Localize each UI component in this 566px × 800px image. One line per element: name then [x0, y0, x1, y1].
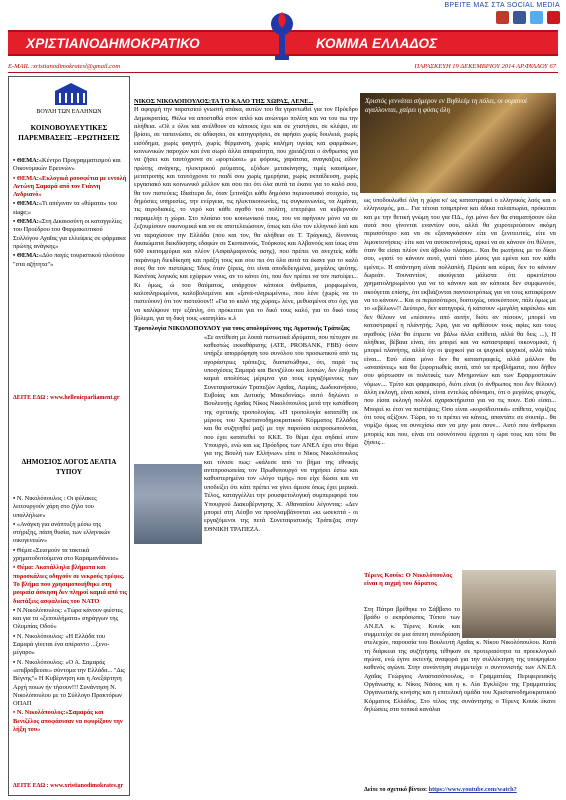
email-icon[interactable] — [496, 11, 509, 24]
bullet-icon: • — [13, 658, 17, 666]
list-item — [13, 709, 127, 734]
article-title: ΤΑ ΤΟ ΚΑΛΟ ΤΗΣ ΧΩΡΑΣ, ΛΕΝΕ... — [211, 98, 314, 105]
list-item — [13, 607, 127, 632]
parliament-logo — [53, 83, 89, 107]
amendment-body: «Σε αντίθεση με λοιπά πιστωτικά ιδρύματα, που πέτυχαν σε καθεστώς εκκαθάρισης (ΑΤΕ, PROBANK, FBB) όσον υπήρξε απορρόφηση του συνόλου του προσωπικού από τις αγοράστριες τράπεζες, διαπιστώθηκε, ότι, παρά τις υποσχέσεις Σαμαρά και Βενιζέλου και λοιπών, δεν έληφθη καμιά απολύτως μέριμνα για τους εργαζόμενους των Συνεταιριστικών Τραπεζών Αχαΐας, Λαμίας, Δωδεκανήσου, Ευβοίας και Δυτικής Μακεδονίας» αυτό δηλώνει ο Βουλευτής Αχαΐας Νίκος Νικολόπουλος μετά την κατάθεση της σχετικής τροπολογίας. «Η τροπολογία κατατέθη εκ μέρους του Χριστιανοδημοκρατικού Κόμματος Ελλάδος και θα συζητηθεί μαζί με την παρούσα εκπροσωπούνται, που έχει κατατεθεί το ΚΚΕ. Το θέμα έχει σηδαεί στον Υπουργό, ενώ και ως Πρόεδρος των ΑΝΕΛ έχει στο θέμα για της Βουλή των Ελλήνων» είπε ο Νίκος Νικολόπουλος και τόνισε πως: «κάλεσε από το βήμα της εθνικής αντιπροσωπείας τον Πρωθυπουργό να τηρήσει έστω και καθυστερημένα τον «λόγο τιμής» που είχε δώσει και να υποδείξει ότι κάτι πρέπει να γίνει άμεσα όπως έχει μερικά. Τέλος, καταγγέλλει την ρουσφετολογική συμπεριφορά του Υπουργού Διακυβέρνησης Χ. Αθανασίου λέγοντας: «Δεν μπορεί στη Λέσβο να προσλαμβάνονται «κι ωσεκπτά - οι εργαζόμενοι της πετά Συνεταιριστικής Τράπεζας στην ΕΘΝΙΚΗ ΤΡΑΠΕΖΑ. — [204, 333, 358, 533]
item-text: «Στη Δικαιοσύνη οι καταγγελίες του Προέδρου του Φαρμακευτικού Συλλόγου Αχαΐας για ελλείψεις σε φάρμακα πρώτης ανάγκης» — [13, 218, 126, 250]
list-item — [13, 218, 127, 251]
item-text: Ν. Νικολόπουλος:«Σαμαράς και Βενιζέλος αποφάσισαν να σφυρίξουν την λήξη του» — [13, 709, 123, 734]
item-label: ΘΕΜΑ: — [16, 157, 39, 164]
nativity-caption: Χριστός γεννάται σήμερον εν Βηθλεέμ τη πόλει, οι ουρανοί αγαλλονται, χαίρει η φύσις όλη — [365, 97, 527, 114]
bullet-icon: • — [13, 632, 17, 640]
youtube-icon[interactable] — [547, 11, 560, 24]
item-text: «Εκλογικά ρουσφέτια με εντολή Αντώνη Σαμαρά από τον Γιάννη Ανδριανό» — [13, 174, 127, 199]
nativity-image — [360, 93, 556, 193]
item-label: ΘΕΜΑ: — [16, 218, 39, 226]
item-text: «Τι απέγιναν τα «θύματα» του stage;» — [13, 200, 117, 216]
list-item — [13, 659, 127, 709]
item-text: Ν.Νικολόπουλος: «Τώρα κάνουν φιέστες και για τα «ξεπουλήματα» σηράγγων της Ολυμπίας Οδού» — [13, 606, 123, 631]
list-item — [13, 252, 127, 269]
bullet-icon: • — [13, 709, 17, 717]
press-releases-list — [13, 495, 127, 735]
left-column — [8, 76, 130, 796]
amendment-title: Τροπολογία ΝΙΚΟΛΟΠΟΥΛΟΥ για τους απολυμένους της Αγροτικής Τράπεζας — [134, 325, 350, 333]
see-parliament-link[interactable]: ΔΕΙΤΕ ΕΔΩ : www.hellenicparliament.gr — [13, 395, 120, 401]
nikolopoulos-photo — [134, 464, 202, 544]
bullet-icon: • — [13, 200, 17, 208]
list-item — [13, 495, 127, 520]
item-label: ΘΕΜΑ: — [16, 200, 39, 208]
article-body: Η αφορμή την παρατσιού γνωστή απάκα, αυτών του θα γιγαντωθεί για τον Πρόεδρο Δημοκρατίας. Θέλω να αποσταθώ στον απλό και ανώνυμο πολίτη και να του πω την αλήθεια. «Ολ ε όλοι και ανέλθουν σε κάποιος έχει και σε χτιστήσει, σε κλέψει, σε βρίσει, σε ταπεινώσει, σε αδίκησει, σε κατηγορήσει, σε αφήσει χωρίς δουλειά, χωρίς εισόδημα, χωρίς φαγητό, χωρίς θέρμανση, χωρίς καλήμη υγείας και φαρμάκων, κοινωνικών παροχών και ένα σωρό άλλα απαραίτητα, που χρειάζεται ο άνθρωπος για να ζήσει και ταυτόχρονα σε «φορτώσει» με φόρους, χαράτσια, αναγκάζεις είδον πρώτης ανάγκης, ηλεκτρικού ρεύματος, εξόδων μετακίνησης, τιμές καυσίμων, μετατροπής και ταυτόχρονα το παιδί σου χωρίς ημερήσια, χωρίς εκπαίδευση, χωρίς εργασιακό και κοινωνικό μέλλον και σου πει ότι όλα αυτά τα έκανε για το καλό σου, θα τον πιστεύεις; Ιδιαίτερα δε, όταν ξετινάζει κάθε δημόσιο περιουσιακό στοιχείο, τις δημόσιες υπηρεσίες, την ενέργεια, τις ηλεκτικοινωνίες, τις συγκοινωνίες, τα λιμάνια, τις αεροδιακές, το νερό και κάθε αγαθό του πολίτη, επιτρέψει να κυβερνούν παραμελήτ η χώρα. Στο πλαίσιο του κοινωνικού τους, του να αφήνουν μόνο να σε ξεζουμίσουν οικονομικά και να σε αποτελειώσουν, όπως και όλο τον ελληνικό λαό και να ταραχίσουν την Ελλάδα (που και τον, θα αλήθεια σε Τ. Τράγκας), δίνοντας δικαιώματα διεκδίκησης εδαφών σε Σκοπιανούς, Τούρκους και Αλβανούς και ίσως στα 600 εκατομμύρια και πλέον (Ασφαλμαρινούς ασης), που πρέπει να ανεχτείς κάθε παράνομη διεκδίκηση και πράξη τους και σου πει ότι όλα αυτά τα έκανε για το καλό σου; θα τον πιστέψεις; Ίδιος όταν ζέρεις, ότι είναι αποδεδειγμένα, μεγάλος ψεύτης. Κανένας λογικός και εχέφρων νους, αν το κάνει ότι, που δεν πρέπει να τον πιστέψει... Κι όμως, ώ του θαύματος, υπάρχουν κάποιοι άνθρωποι, μορφωμένοι, καλοπληρωμένοι, καλοβολεμένοι και «ξανά-πληρωμένοι», που λένε (χωρίς να το πιστεύουν) ότι τον πιστεύουν!! «Για το καλό της χώρας» λένε, μεθυσμένοι στο όχι, για να καλύψουν την εξάπλη, ότι πρόκειται για το δικό τους καλό, για το δικό τους βόλεμα, για τη δική τους «καπηλία» κ.λ — [134, 106, 358, 322]
item-text: Θέμα: Ακατάλληλα βλήματα και πυροσκάλιες οδηγούν σε νεκρούς τρέφες. Το βλήμα που χρησιμοποιήθηκε στη μοιραία άσκηση δεν πληροί καμιά από τις διατάξεις ασφαλείας του ΝΑΤΟ — [13, 564, 128, 605]
email-line: E-MAIL :xristianodimokratesl@gmail.com — [8, 63, 121, 70]
float-spacer — [460, 606, 556, 638]
see-party-link[interactable]: ΔΕΙΤΕ ΕΔΩ : www.xristianodimokrates.gr — [13, 783, 124, 789]
bullet-icon: • — [13, 564, 17, 572]
social-media-text: ΒΡΕΙΤΕ ΜΑΣ ΣΤΑ SOCIAL MEDIA — [444, 2, 560, 9]
quick-article-body: Στη Πάτρα βρέθηκε το Σάββατο το βράδυ ο εκπρόσωπος Τύπου των ΑΝ.ΕΛ κ. Τέρενς Κουίκ και συμμετείχε σε μια άτυπη συνεδρίαση στελεχών, παρουσία του Βουλευτή Αχαΐας κ. Νίκου Νικολόπουλου. Κατά τη διάρκεια της συζήτησης τέθηκαν σε προτεραιότητα τα προεκλογικό αγώνα, ενώ έγινε εκτενής αναφορά για την συλλέκτηση της υποψηφίου καθενός αγώνα. Στην συνάντηση συμμετείχε ο συντονιστής των ΑΝ.ΕΛ Αχαΐας Γεώργιος Αναστασόπουλος, ο Γραμματέας Περιφερειακής Οργάνωσης κ. Νίκος Νάσος και η κ. Λία Εγκλέζου της Γραμματείας Οργανωτικής κινήσης και η επιτελική ομάδα του Χριστιανοδημοκρατικού Κόμματος Ελλάδος. Στο τέλος της συνάντησης ο Τέρενς Κουίκ έκανε δηλώσεις στα τοπικά κανάλια — [364, 606, 556, 714]
article-continuation: ως υποδουλωθεί όλη η χώρα κι' ως καταστραφεί ο ελληνικός λαός και ο ελληνισμός, μα... Για τέτοια τσαμπρίνα και άδικα ταλαιπωρία, πρόκειται και με την θετική γνώμη του για ΠΔ., όχι μόνο δεν θα σταματήσουν όλα αυτά που γίνονται εναντίον σου, αλλά θα χειροτερεύσουν ακόμη περισσότερο και να σε εξαναγκάσουν είτε να ξενιτευτείς, είτε να λιμοκτονήσεις· είτε και να αυτοκτονήσεις, αρκεί να σε κάνουν ότι θέλουν, όταν θα είσαι πλέον ένα άβουλο πλάσμα... Και θα ρωτήσεις με το δίκιο σου, «γιατί το κάνουν αυτό, γιατί τόσο μίσος για εμένα και τον κάθε εμένα;». Η απάντηση είναι πολλαπλή. Πρώτα και κύρια, δεν το κάνουν δωρεάν. Τουναντίον, ακούγεται μάλιστα ότι αρκετίστου χρηματοληρωμένου για να το κάνουν και αν κάποιοι δεν συμφωνούν, ακούγεται επίσης, ότι εκβιάζονται παντοιοτρόπως για να τους καταφέρουν να το κάνουν... Και οι περισσότεροι, δυστυχώς, υποκύπτουν, πάλι όμως με το «εβέλων»!! Δεύτερο, δεν κατηγορώ, ή κάτσουν «μεγάλη καρέκλα» και δεν θέλουν να «πέσουν» από αυτήν, διότι αν πέσουν, μπορεί να καταστραφεί η πλάνητής. Άρα, για να αρθέσουν τους αφίες και τους αγαθούς (όλα θα έπρεπε να βάλω άλλα επίθετα, αλλά θα δεις ...), Η αλήθεια, βέβαια είναι, ότι μπορεί και να καταστραφεί οικονομικά, ή μπορεί πλανήτης, αλλά όχι οι ψυχικοί για οι ψυχικοί ψυχικοί, αλλά πάλι είναι... Εσύ είσαι μόνο δεν θα καταστραφείς, αλλά μάλλον θα «ανασάνεις» και θα ξεφορτωθείς αυτά, από τα προβλήματα, που δήθεν σου φόρτωσαν οι πολιτικές των Μνημονίων και των Εφαρμοστικών νόμων.... Τρίτο και φαρμακερό, διότι είναι (ο άνθρωπος που δεν θέλουν) άλλη εκλογή, είναι κακοί, είναι εντελώς αδύναμοι, ότι ο μεγάλος φτωχός, που είσαι εκλογή πολλοί αχαρακτήριστα για να τις πουν. Εσύ είσαι... Μπορεί κι έτσι να πιστέψεις; Όσο είναι «κοροϊδευτικά» επίθετα, νομίζεις ότι τους αξίζουν. Τώρα, το τι πρέπει να κάνεις, απαντάτε σε σουπέρ.. θα νομίζω όμως να συνεχίσω σαν να μην μου πουν... Αυτό που άνθρωποι μπορείς και που, είναι οτι οσονότινου έρχεται η ώρα τους και τότε θα ζήσεις... — [364, 197, 556, 446]
social-icons — [410, 11, 560, 24]
list-item — [13, 200, 127, 217]
bullet-icon: • — [13, 174, 17, 182]
parliament-heading: ΚΟΙΝΟΒΟΥΛΕΥΤΙΚΕΣ ΠΑΡΕΜΒΑΣΕΙΣ –ΕΡΩΤΗΣΕΙΣ — [18, 124, 120, 142]
item-text: «Ανάγκη για ανάπτυξη μέσω της στήριξης, πάση θυσία, των ελληνικών οικογενειών» — [13, 520, 111, 545]
press-heading: ΔΗΜΟΣΙΟΣ ΛΟΓΟΣ ΔΕΛΤΙΑ ΤΥΠΟΥ — [21, 458, 117, 476]
item-label: ΘΕΜΑ: — [16, 252, 39, 260]
facebook-icon[interactable] — [513, 11, 526, 24]
bullet-icon: • — [13, 606, 17, 614]
masthead-right: ΚΟΜΜΑ ΕΛΛΑΔΟΣ — [316, 36, 438, 51]
bullet-icon: • — [13, 218, 17, 226]
bullet-icon: • — [13, 252, 17, 260]
list-item — [13, 157, 127, 174]
list-item — [13, 547, 127, 564]
list-item — [13, 521, 127, 546]
list-item — [13, 564, 127, 605]
item-text: Ν. Νικολόπουλος: «Η Ελλάδα του Σαμαρά γίνεται ένα απέραντο ...ξενο-μέγαρο» — [13, 632, 110, 657]
video-link[interactable]: Δείτε το σχετικό βίντεο: https://www.youtube.com/watch? — [364, 786, 517, 793]
party-torch-logo — [262, 10, 302, 62]
quick-article-title: Τέρενς Κουίκ: Ο Νικολόπουλος είναι η αιχμή του δόρατος — [364, 572, 453, 588]
item-text: Ν. Νικολόπουλος : Οι φύλακες λειτουργούν χάρη στο ζήλο του υπαλλήλων» — [13, 495, 97, 519]
bullet-icon: • — [13, 546, 17, 554]
social-media-block — [410, 2, 560, 24]
list-item — [13, 175, 127, 200]
bullet-icon: • — [13, 520, 17, 528]
item-text: Θέμα:«Σεισμούν τα τακτικά χρηματοδοτούμενα στο Καραμανδάνειο» — [13, 546, 119, 563]
bullet-icon: • — [13, 495, 17, 502]
masthead-left: ΧΡΙΣΤΙΑΝΟΔΗΜΟΚΡΑΤΙΚΟ — [26, 36, 200, 51]
item-text: «Κέντρο Προγραμματισμού και Οικονομικών Ερευνών» — [13, 157, 121, 173]
article-author: ΝΙΚΟΣ ΝΙΚΟΛΟΠΟΥΛΟΣ: — [134, 98, 212, 105]
item-text: Ν. Νικολόπουλος: «Ο Α. Σαμαράς «επιβράβευσε» σύντομα την Ελλάδα... "Δις Βέγνης"» Η Κυβέρνηση και η Ανεξάρτητη Αρχή ποιων ήν τήσουν!!! Συνάντηση Ν. Νικολόπουλου με το Σύλλογο Πρακτόρων ΟΠΑΠ — [13, 658, 125, 708]
twitter-icon[interactable] — [530, 11, 543, 24]
parliament-name: ΒΟΥΛΗ ΤΩΝ ΕΛΛΗΝΩΝ — [36, 109, 102, 115]
item-label: ΘΕΜΑ: — [16, 174, 39, 182]
bullet-icon: • — [13, 157, 17, 164]
header-rule — [8, 72, 558, 73]
parliament-questions-list — [13, 157, 127, 270]
item-text: «Δύο παγές τουριστικού πλούτου "στα αζήτητα"» — [13, 252, 125, 268]
date-issue: ΠΑΡΑΣΚΕΥΗ 19 ΔΕΚΕΜΒΡΙΟΥ 2014 ΑΡ.ΦΥΛΛΟΥ 67 — [414, 63, 556, 70]
list-item — [13, 633, 127, 658]
